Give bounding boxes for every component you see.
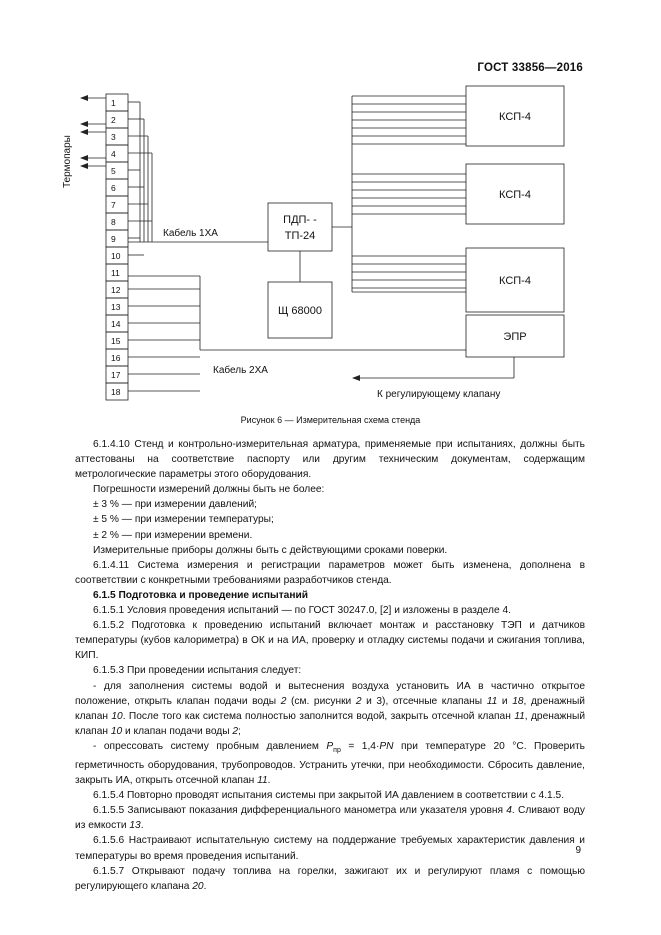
cable-1-label: Кабель 1ХА [163, 228, 218, 239]
epr-label: ЭПР [503, 331, 527, 343]
terminal-cell [106, 179, 128, 196]
terminal-number: 1 [111, 98, 116, 108]
terminal-number: 10 [111, 251, 121, 261]
cable-2-label: Кабель 2ХА [213, 365, 268, 376]
paragraph: 6.1.4.11 Система измерения и регистрации параметров может быть изменена, дополнена в соответствии с конкретными требованиями разработчиков стенда. [75, 559, 585, 586]
arrow-icon [80, 121, 88, 127]
terminal-number: 17 [111, 370, 121, 380]
terminal-cell [106, 196, 128, 213]
paragraph: 6.1.5.7 Открывают подачу топлива на горелки, зажигают их и регулируют пламя с помощью регулирующего клапана 20. [75, 865, 585, 892]
ksp-label-3: КСП-4 [499, 275, 531, 287]
thermocouple-arrows [80, 95, 106, 169]
sch-68000-label: Щ 68000 [278, 305, 322, 317]
page-number: 9 [575, 845, 581, 856]
terminal-number: 13 [111, 302, 121, 312]
arrow-icon [80, 163, 88, 169]
terminal-number: 5 [111, 166, 116, 176]
paragraph: 6.1.5.4 Повторно проводят испытания системы при закрытой ИА давлением в соответствии с 4.1.5. [93, 790, 565, 802]
paragraph: 6.1.5.6 Настраивают испытательную систему на поддержание требуемых характеристик давления и температуры во время проведения испытаний. [75, 835, 585, 862]
paragraph: 6.1.5.5 Записывают показания дифференциального манометра или указателя уровня 4. Сливают воду из емкости 13. [75, 805, 586, 832]
terminal-cell [106, 94, 128, 111]
ksp-label-2: КСП-4 [499, 189, 531, 201]
paragraph: Измерительные приборы должны быть с действующими сроками поверки. [93, 544, 448, 556]
paragraph: 6.1.4.10 Стенд и контрольно-измерительная арматура, применяемые при испытаниях, должны быть аттестованы на соответствие паспорту или другим техническим документам, содержащим метрологические параметры этого оборудования. [75, 439, 585, 481]
terminal-number: 12 [111, 285, 121, 295]
pdp-label-line2: ТП-24 [284, 230, 316, 242]
ksp-bus-lines [352, 96, 466, 292]
terminal-number: 18 [111, 387, 121, 397]
arrow-icon [80, 155, 88, 161]
terminal-cell [106, 111, 128, 128]
paragraph: Погрешности измерений должны быть не более: [93, 484, 325, 496]
terminal-number: 16 [111, 353, 121, 363]
terminal-number: 3 [111, 132, 116, 142]
paragraph: 6.1.5.3 При проведении испытания следует: [93, 665, 302, 677]
tolerance-item: ± 5 % — при измерении температуры; [93, 514, 274, 526]
valve-label: К регулирующему клапану [377, 389, 501, 400]
paragraph: 6.1.5.2 Подготовка к проведению испытаний включает монтаж и расстановку ТЭП и датчиков температуры (кубов калориметра) в ОК и на ИА, проверку и отладку системы подачи и сжигания топлива, КИП. [75, 620, 585, 662]
document-id: ГОСТ 33856—2016 [477, 62, 583, 74]
ksp-label-1: КСП-4 [499, 111, 531, 123]
pdp-tp24-box [268, 203, 332, 251]
figure-caption: Рисунок 6 — Измерительная схема стенда [240, 415, 421, 425]
section-heading: 6.1.5 Подготовка и проведение испытаний [93, 589, 309, 601]
pdp-label-line1: ПДП- - [283, 214, 317, 226]
terminal-number: 11 [111, 268, 120, 278]
terminal-cell [106, 162, 128, 179]
tolerance-item: ± 2 % — при измерении времени. [93, 529, 253, 541]
strip-wiring [128, 102, 200, 391]
measurement-scheme-figure [0, 0, 661, 412]
terminal-number: 8 [111, 217, 116, 227]
terminal-number: 14 [111, 319, 121, 329]
terminal-number: 2 [111, 115, 116, 125]
tolerance-item: ± 3 % — при измерении давлений; [93, 499, 257, 511]
paragraph: - опрессовать систему пробным давлением $P_{пр} = 1,4\cdot PN$ при температуре 20 °С. Проверить герметичность оборудования, трубопроводов. Устранить утечки, при необходимости. Сбросить давление, закрыть ИА, открыть отсечной клапан 11. [75, 740, 585, 787]
arrow-icon [80, 129, 88, 135]
paragraph: - для заполнения системы водой и вытеснения воздуха установить ИА в частично открытое положение, открыть клапан подачи воды 2 (см. рисунки 2 и 3), отсечные клапаны 11 и 18, дренажный клапан 10. После того как система полностью заполнится водой, закрыть отсечной клапан 11, дренажный клапан 10 и клапан подачи воды 2; [75, 680, 586, 737]
paragraph: 6.1.5.1 Условия проведения испытаний — по ГОСТ 30247.0, [2] и изложены в разделе 4. [93, 605, 511, 617]
terminal-cell [106, 145, 128, 162]
terminal-cell [106, 128, 128, 145]
terminal-number: 4 [111, 149, 116, 159]
terminal-number: 9 [111, 234, 116, 244]
terminal-cell [106, 230, 128, 247]
body-text [75, 437, 585, 894]
terminal-number: 15 [111, 336, 121, 346]
terminal-number: 7 [111, 200, 116, 210]
thermocouples-label: Термопары [62, 135, 73, 188]
arrow-icon [80, 95, 88, 101]
terminal-cell [106, 213, 128, 230]
terminal-number: 6 [111, 183, 116, 193]
